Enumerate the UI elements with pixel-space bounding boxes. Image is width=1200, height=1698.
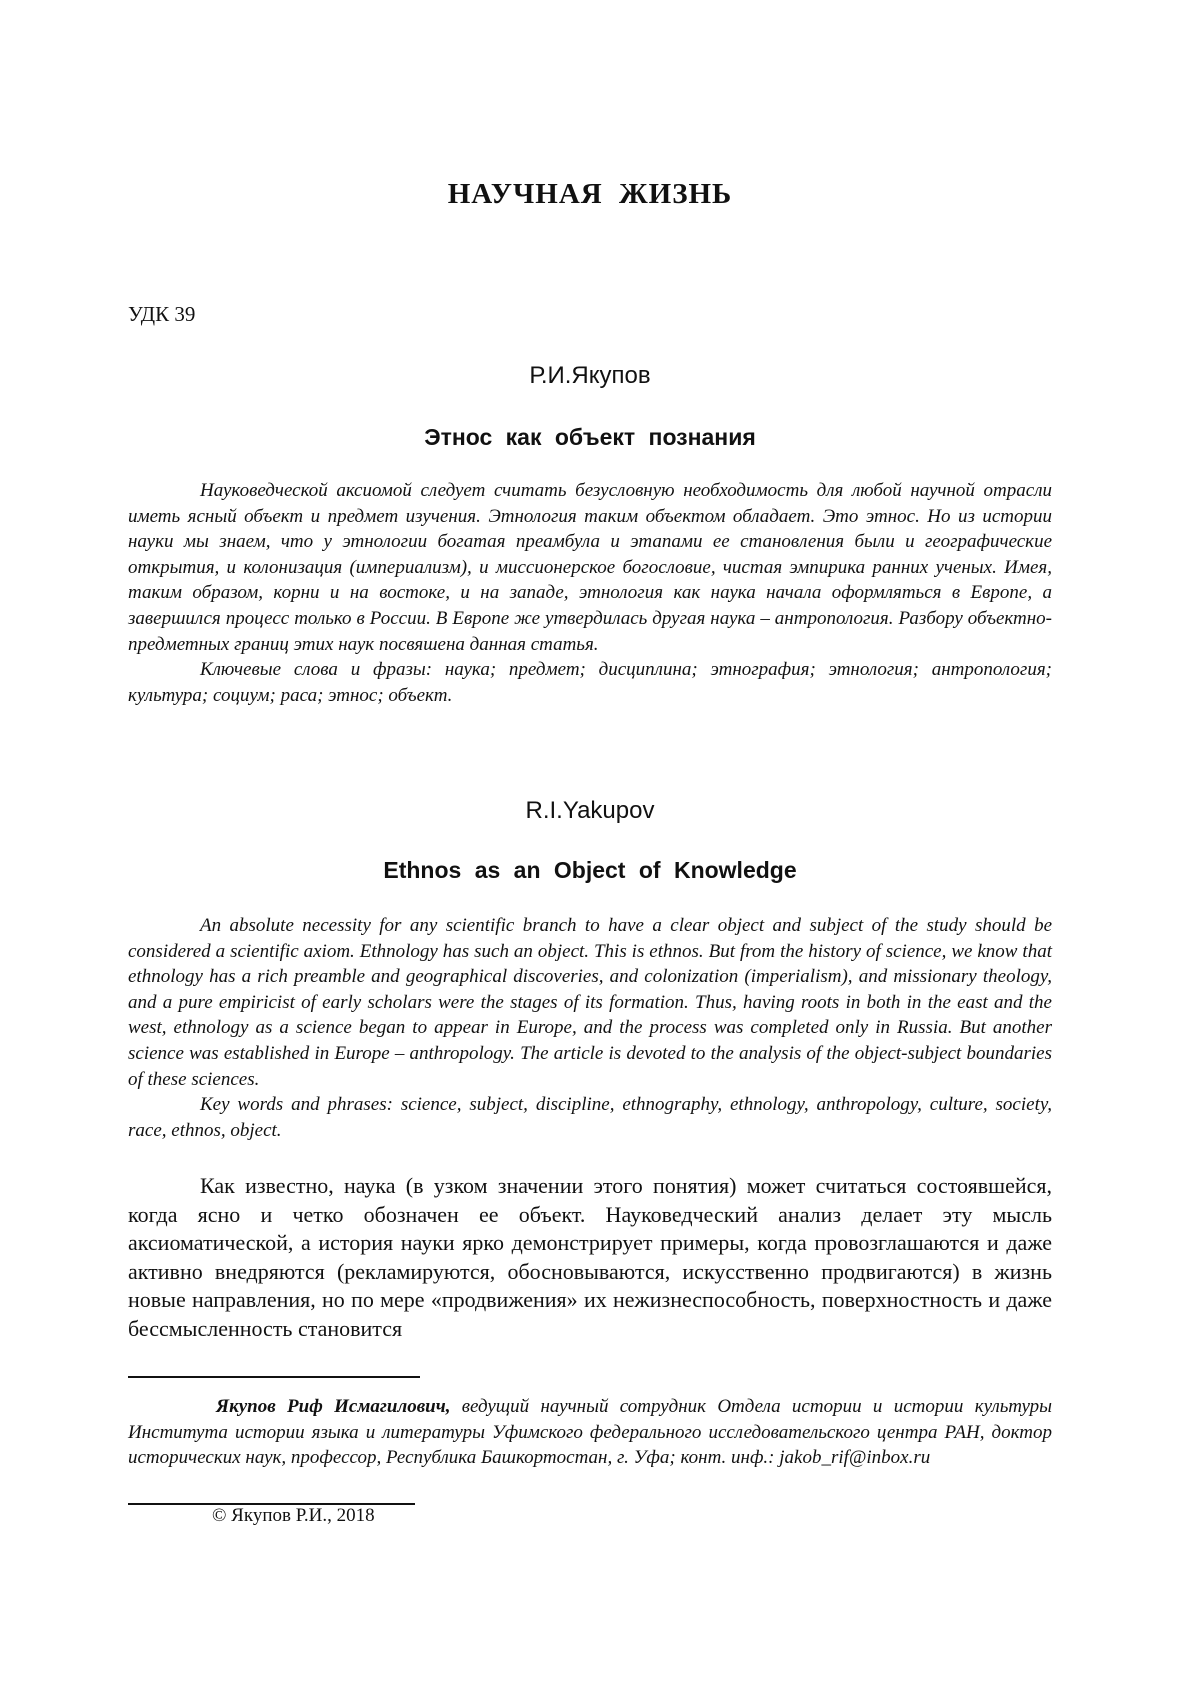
keywords-en: Key words and phrases: science, subject, discipline, ethnography, ethnology, anthropology, culture, society, race, ethnos, object. — [128, 1094, 1052, 1141]
abstract-en — [128, 913, 1052, 1143]
section-title: НАУЧНАЯ ЖИЗНЬ — [447, 178, 733, 210]
abstract-ru — [128, 478, 1052, 708]
footnote-author-name: Якупов Риф Исмагилович, — [216, 1396, 451, 1417]
author-ru: Р.И.Якупов — [529, 362, 651, 389]
udk-code: УДК 39 — [128, 302, 196, 326]
footnote-paragraph — [128, 1394, 1052, 1471]
copyright-notice: © Якупов Р.И., 2018 — [212, 1505, 375, 1526]
body-text — [128, 1172, 1052, 1344]
body-paragraph: Как известно, наука (в узком значении этого понятия) может считаться состоявшейся, когда ясно и четко обозначен ее объект. Науковедческий анализ делает эту мысль аксиоматической, а история науки ярко демонстрирует примеры, когда провозглашаются и даже активно внедряются (рекламируются, обосновываются, искусственно продвигаются) в жизнь новые направления, но по мере «продвижения» их нежизнеспособность, поверхностность и даже бессмысленность становится — [128, 1173, 1052, 1341]
article-title-en: Ethnos as an Object of Knowledge — [383, 857, 797, 883]
article-page — [128, 0, 1052, 1698]
author-en: R.I.Yakupov — [525, 797, 655, 824]
article-title-ru: Этнос как объект познания — [424, 424, 756, 450]
footnote-author-info: ведущий научный сотрудник Отдела истории и истории культуры Института истории языка и литературы Уфимского федерального исследовательского центра РАН, доктор исторических наук, профессор, Республика Башкортостан, г. Уфа; конт. инф.: jakob_rif@inbox.ru — [128, 1396, 1053, 1469]
abstract-en-text: An absolute necessity for any scientific branch to have a clear object and subject of the study should be considered a scientific axiom. Ethnology has such an object. This is ethnos. But from the history of science, we know that ethnology has a rich preamble and geographical discoveries, and colonization (imperialism), and missionary theology, and a pure empiricist of early scholars were the stages of its formation. Thus, having roots in both in the east and the west, ethnology as a science began to appear in Europe, and the process was completed only in Russia. But another science was established in Europe – anthropology. The article is devoted to the analysis of the object-subject boundaries of these sciences. — [128, 915, 1052, 1090]
keywords-ru: Ключевые слова и фразы: наука; предмет; дисциплина; этнография; этнология; антропология; культура; социум; раса; этнос; объект. — [128, 659, 1052, 706]
abstract-ru-text: Науковедческой аксиомой следует считать безусловную необходимость для любой научной отрасли иметь ясный объект и предмет изучения. Этнология таким объектом обладает. Это этнос. Но из истории науки мы знаем, что у этнологии богатая преамбула и этапами ее становления были и географические открытия, и колонизация (империализм), и миссионерское богословие, чистая эмпирика ранних ученых. Имея, таким образом, корни и на востоке, и на западе, этнология как наука начала оформляться в Европе, а завершился процесс только в России. В Европе же утвердилась другая наука – антропология. Разбору объектно-предметных границ этих наук посвяшена данная статья. — [128, 480, 1052, 655]
author-footnote — [128, 1394, 1052, 1471]
footnote-divider — [128, 1376, 420, 1378]
